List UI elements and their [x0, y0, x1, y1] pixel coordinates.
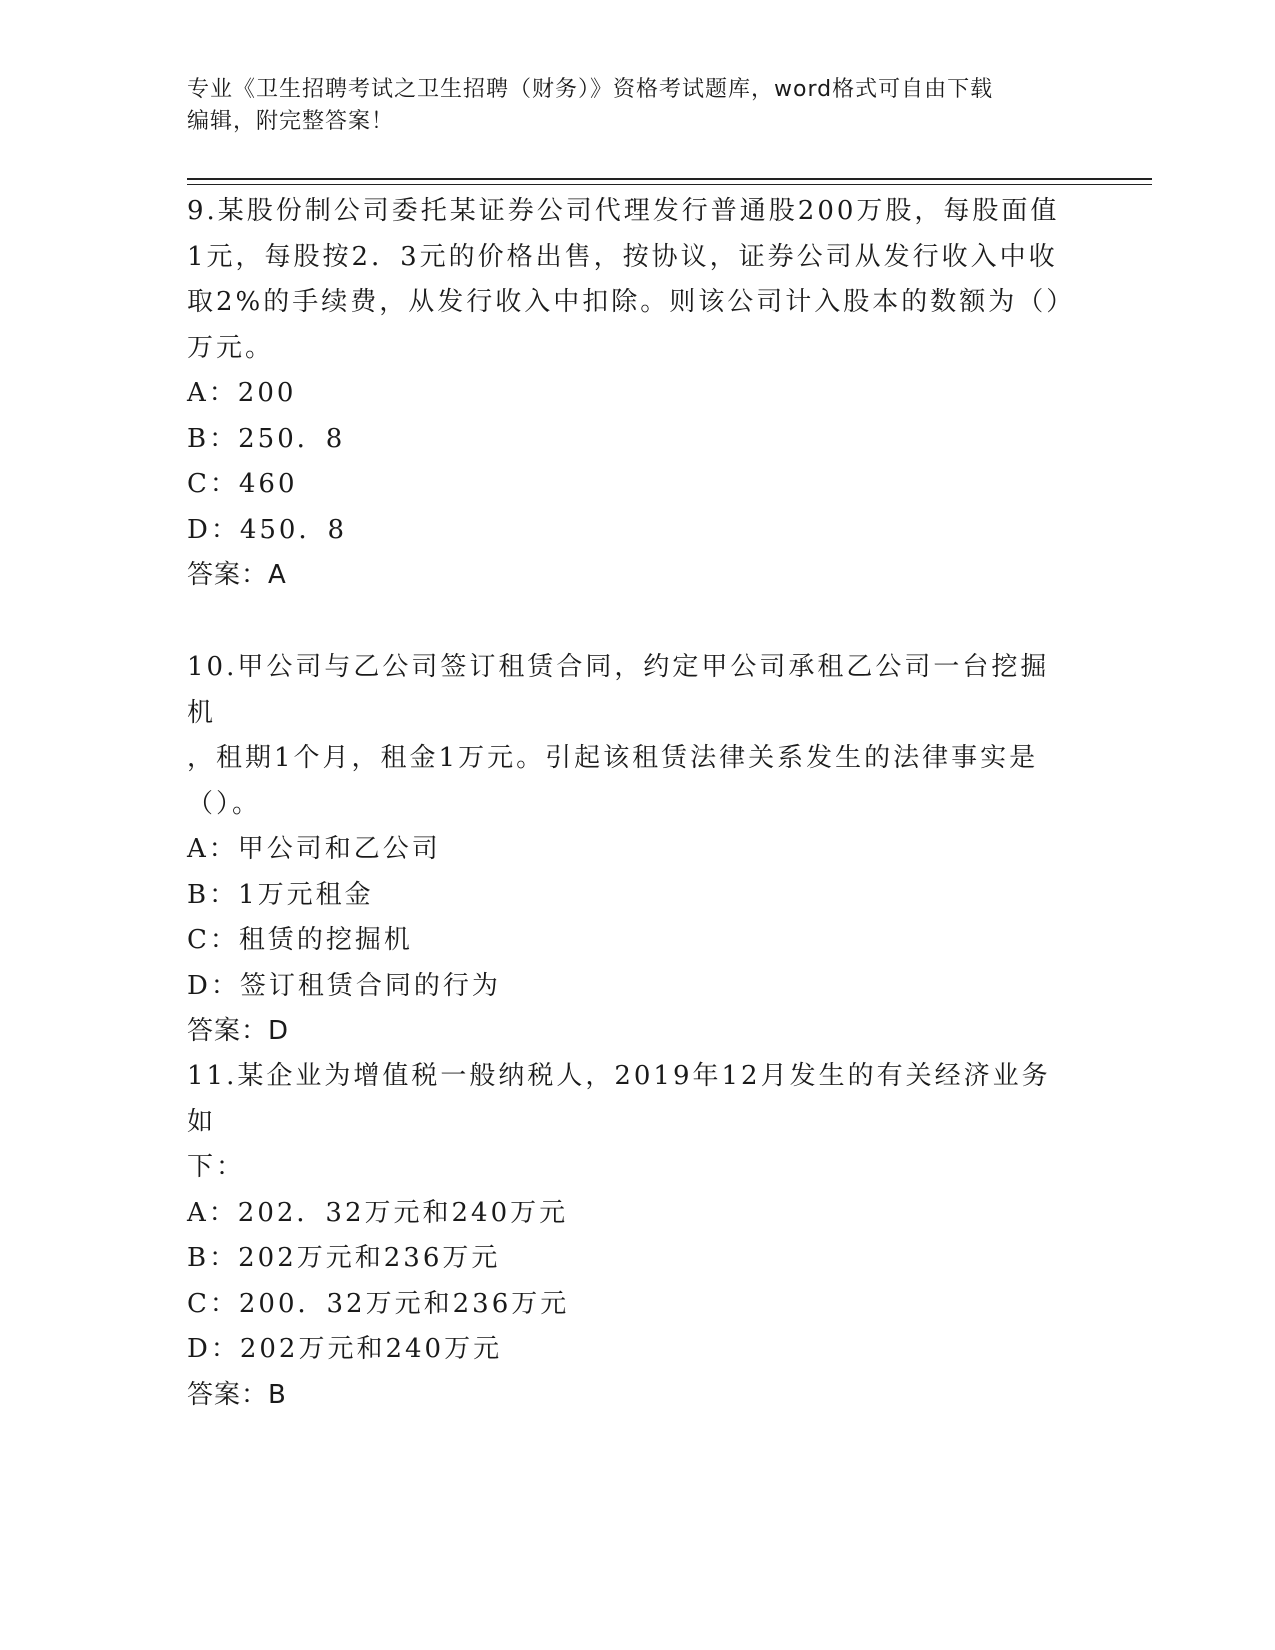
question-stem-line: 10.甲公司与乙公司签订租赁合同，约定甲公司承租乙公司一台挖掘机	[187, 652, 1050, 728]
option-c: C：租赁的挖掘机	[187, 925, 413, 955]
answer-line: 答案：B	[187, 1379, 287, 1410]
option-d: D：202万元和240万元	[187, 1334, 503, 1364]
option-a: A：甲公司和乙公司	[187, 834, 441, 864]
answer-line: 答案：D	[187, 1016, 290, 1046]
option-a: A：200	[187, 378, 297, 408]
question-stem-line: ，租期1个月，租金1万元。引起该租赁法律关系发生的法律事实是	[187, 743, 1039, 773]
question-stem-line: 1元，每股按2．3元的价格出售，按协议，证券公司从发行收入中收	[187, 241, 1058, 272]
option-b: B：1万元租金	[187, 879, 374, 910]
document-header	[187, 74, 1067, 138]
question-stem-line: 11.某企业为增值税一般纳税人，2019年12月发生的有关经济业务如	[187, 1061, 1051, 1137]
question-block-9	[187, 189, 1076, 599]
header-line-1: 专业《卫生招聘考试之卫生招聘（财务）》资格考试题库，word格式可自由下载	[187, 77, 994, 102]
option-d: D：450．8	[187, 514, 348, 545]
header-line-2: 编辑，附完整答案！	[187, 109, 395, 134]
option-b: B：202万元和236万元	[187, 1243, 501, 1273]
answer-line: 答案：A	[187, 560, 287, 590]
question-stem-line: 下：	[187, 1152, 246, 1182]
question-stem-line: 取2%的手续费，从发行收入中扣除。则该公司计入股本的数额为（）	[187, 287, 1076, 317]
option-a: A：202．32万元和240万元	[187, 1197, 569, 1228]
question-block-11	[187, 1054, 1067, 1418]
option-d: D：签订租赁合同的行为	[187, 970, 501, 1001]
option-c: C：200．32万元和236万元	[187, 1288, 570, 1319]
option-c: C：460	[187, 469, 298, 499]
question-stem-line: （）。	[187, 788, 262, 819]
question-stem-line: 万元。	[187, 332, 275, 363]
option-b: B：250．8	[187, 423, 346, 454]
header-divider-thick	[187, 178, 1152, 180]
question-block-10	[187, 645, 1067, 1055]
header-divider-thin	[187, 184, 1152, 185]
question-stem-line: 9.某股份制公司委托某证券公司代理发行普通股200万股，每股面值	[187, 196, 1060, 226]
